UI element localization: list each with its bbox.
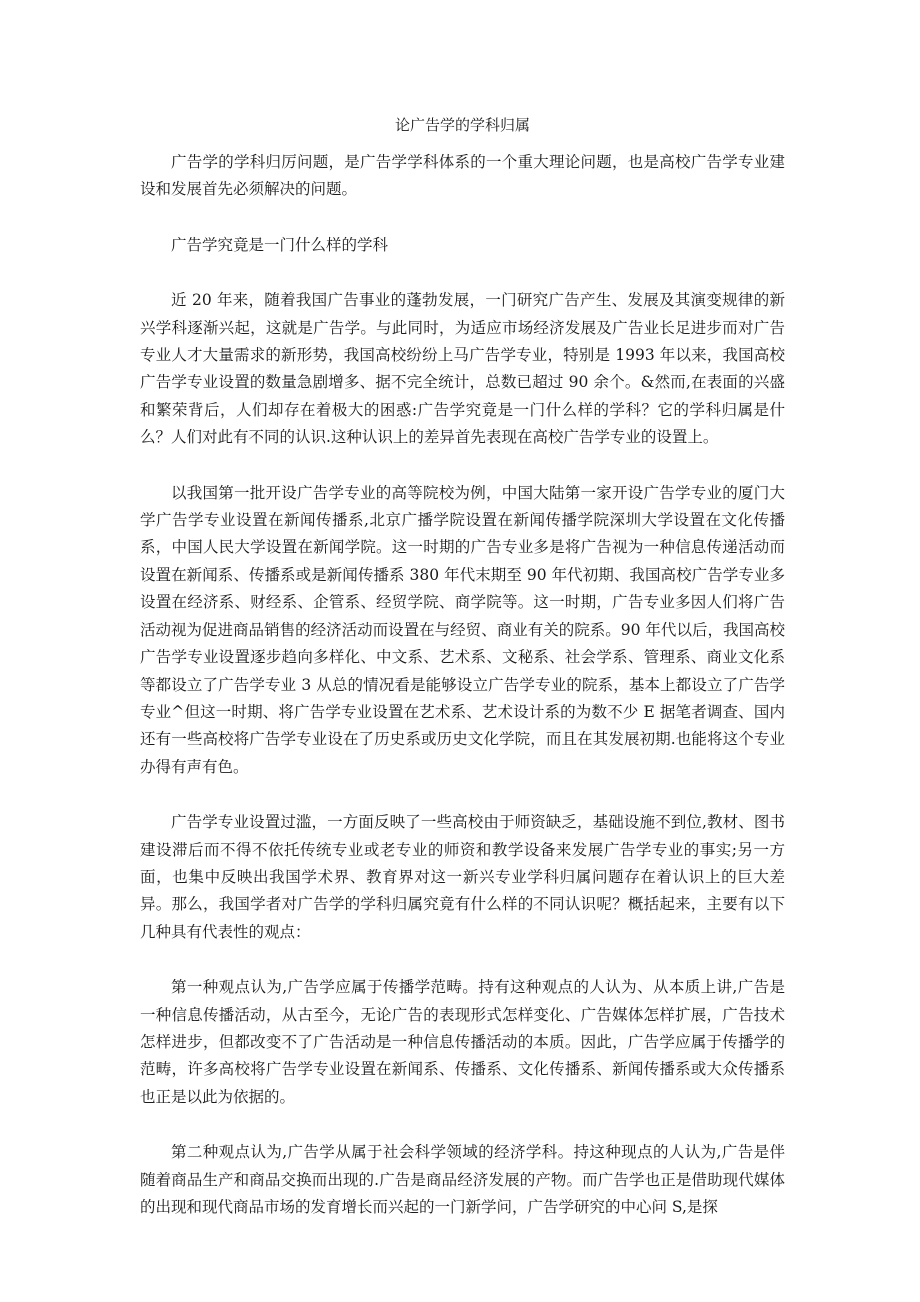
body-paragraph: 广告学专业设置过滥，一方面反映了一些高校由于师资缺乏，基础设施不到位,教材、图书建设滞后而不得不依托传统专业或老专业的师资和教学设备来发展广告学专业的事实;另一方面，也集中反映出我国学术界、教育界对这一新兴专业学科归属问题存在着认识上的巨大差异。那么，我国学者对广告学的学科归属究竟有什么样的不同认识呢？概括起来，主要有以下几种具有代表性的观点： [140, 813, 785, 941]
body-paragraph: 近 20 年来，随着我国广告事业的蓬勃发展，一门研究广告产生、发展及其演变规律的新兴学科逐渐兴起，这就是广告学。与此同时，为适应市场经济发展及广告业长足进步而对广告专业人才大量需求的新形势，我国高校纷纷上马广告学专业，特别是 1993 年以来，我国高校广告学专业设置的数量急剧增多、据不完全统计，总数已超过 90 余个。&然而,在表面的兴盛和繁荣背后，人们却存在着极大的困惑:广告学究竟是一门什么样的学科？它的学科归属是什么？人们对此有不同的认识.这种认识上的差异首先表现在高校广告学专业的设置上。 [140, 291, 785, 447]
body-paragraph: 第一种观点认为,广告学应属于传播学范畴。持有这种观点的人认为、从本质上讲,广告是一种信息传播活动，从古至今，无论广告的表现形式怎样变化、广告媒体怎样扩展，广告技术怎样进步，但都改变不了广告活动是一种信息传播活动的本质。因此，广告学应属于传播学的范畴，许多高校将广告学专业设置在新闻系、传播系、文化传播系、新闻传播系或大众传播系也正是以此为依据的。 [140, 978, 785, 1106]
section-heading: 广告学究竟是一门什么样的学科 [171, 235, 389, 254]
document-page [140, 113, 785, 1221]
document-title: 论广告学的学科归属 [394, 116, 530, 134]
intro-paragraph: 广告学的学科归厉问题，是广告学学科体系的一个重大理论问题，也是高校广告学专业建设和发展首先必须解决的问题。 [140, 153, 785, 199]
body-paragraph: 以我国第一批开设广告学专业的高等院校为例，中国大陆第一家开设广告学专业的厦门大学广告学专业设置在新闻传播系,北京广播学院设置在新闻传播学院深圳大学设置在文化传播系，中国人民大学设置在新闻学院。这一时期的广告专业多是将广告视为一种信息传递活动而设置在新闻系、传播系或是新闻传播系 380 年代末期至 90 年代初期、我国高校广告学专业多设置在经济系、财经系、企管系、经贸学院、商学院等。这一时期，广告专业多因人们将广告活动视为促进商品销售的经济活动而设置在与经贸、商业有关的院系。90 年代以后，我国高校广告学专业设置逐步趋向多样化、中文系、艺术系、文秘系、社会学系、管理系、商业文化系等都设立了广告学专业 3 从总的情况看是能够设立广告学专业的院系，基本上都设立了广告学专业^但这一时期、将广告学专业设置在艺术系、艺术设计系的为数不少 E 据笔者调查、国内还有一些高校将广告学专业设在了历史系或历史文化学院，而且在其发展初期.也能将这个专业办得有声有色。 [140, 483, 785, 776]
body-paragraph: 第二种观点认为,广告学从属于社会科学领域的经济学科。持这种现点的人认为,广告是伴随着商品生产和商品交换而出现的.广告是商品经济发展的产物。而广告学也正是借助现代媒体的出现和现代商品市场的发育增长而兴起的一门新学问，广告学研究的中心问 S,是探 [140, 1143, 785, 1216]
